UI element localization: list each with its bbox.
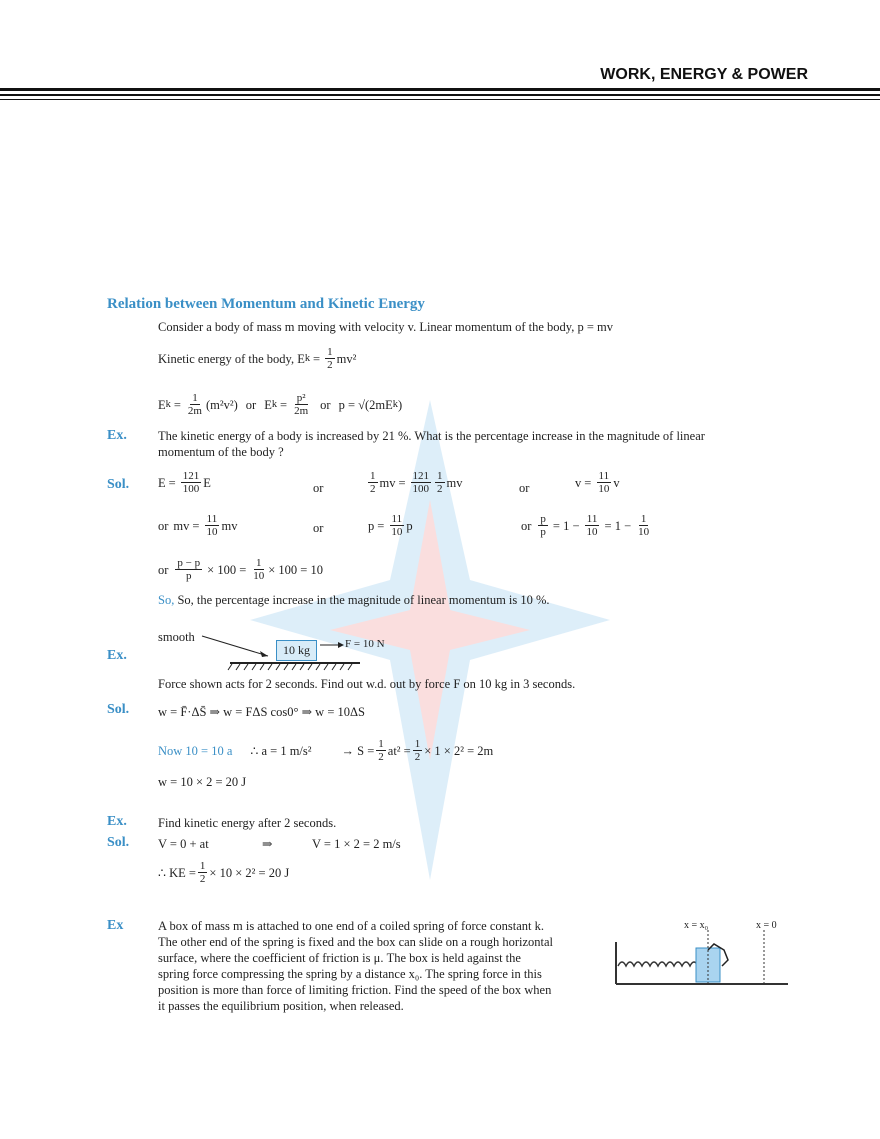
s3-f1n: p − p bbox=[177, 557, 201, 569]
section-title: Relation between Momentum and Kinetic Energy bbox=[107, 296, 425, 312]
s2a-fn: 11 bbox=[206, 513, 218, 525]
ke-eq: = bbox=[313, 351, 321, 366]
s1b-f2d: 100 bbox=[412, 483, 430, 495]
ex4-line: position is more than force of limiting friction. Find the speed of the box when bbox=[158, 983, 552, 997]
sol2-label: Sol. bbox=[107, 702, 130, 717]
sol1-label: Sol. bbox=[107, 477, 130, 492]
sol1-row1-b bbox=[366, 470, 463, 495]
sol1-conclusion: So, So, the percentage increase in the magnitude of linear momentum is 10 %. bbox=[158, 593, 550, 607]
sol1-row1-a bbox=[158, 470, 211, 495]
ex2-label: Ex. bbox=[107, 648, 127, 663]
rel-frac-1 bbox=[186, 392, 204, 417]
force-label: F = 10 N bbox=[345, 638, 385, 650]
diagram-x-label: x = x₀ bbox=[684, 920, 709, 931]
s2c-frac3 bbox=[636, 513, 651, 538]
floor-hatch bbox=[228, 664, 352, 670]
sol2-line-3: w = 10 × 2 = 20 J bbox=[158, 775, 247, 789]
ex4-line: spring force compressing the spring by a distance x₀. The spring force in this bbox=[158, 967, 542, 981]
s2a-or: or bbox=[158, 518, 169, 533]
spring-diagram bbox=[612, 928, 792, 992]
header-rule-thick bbox=[0, 88, 880, 91]
sol3-implies: ⇒ bbox=[262, 837, 273, 851]
s2a-mv2: mv bbox=[221, 518, 238, 533]
sol2-s: → S = bbox=[341, 743, 375, 758]
s2c-or: or bbox=[521, 518, 532, 533]
sol2-now: Now 10 = 10 a bbox=[158, 743, 233, 758]
sol3-frac bbox=[198, 860, 208, 885]
ex3-line: Find kinetic energy after 2 seconds. bbox=[158, 816, 337, 830]
rel-mv: (m²v²) bbox=[205, 397, 238, 412]
rel-p: p = √(2mE bbox=[338, 397, 393, 412]
sol3-fn: 1 bbox=[199, 860, 206, 872]
rel-frac-1-num: 1 bbox=[192, 392, 198, 404]
sol3-fd: 2 bbox=[199, 873, 206, 885]
s3-f2d: 10 bbox=[253, 570, 265, 582]
sol1-row2-a bbox=[158, 513, 237, 538]
s1-eq: = bbox=[168, 475, 176, 490]
sol1-or-1: or bbox=[313, 481, 324, 495]
sol2-at2: at² = bbox=[387, 743, 411, 758]
s1c-eq: = bbox=[584, 475, 592, 490]
sol2-accel: ∴ a = 1 m/s² bbox=[250, 743, 312, 758]
ke-frac-den: 2 bbox=[327, 359, 333, 371]
rel-e2-sub: k bbox=[271, 398, 278, 410]
sol2-f2n: 1 bbox=[414, 738, 421, 750]
s1-e2: E bbox=[203, 475, 211, 490]
s3-frac2 bbox=[251, 557, 266, 582]
s1b-mv: mv bbox=[379, 475, 396, 490]
s3-mid: × 100 = bbox=[207, 562, 247, 577]
s2c-f3n: 1 bbox=[640, 513, 647, 525]
s1b-eq: = bbox=[398, 475, 406, 490]
intro-line-1: Consider a body of mass m moving with velocity v. Linear momentum of the body, p = mv bbox=[158, 320, 614, 334]
s3-end: × 100 = 10 bbox=[268, 562, 323, 577]
ex3-label: Ex. bbox=[107, 814, 127, 829]
s3-or: or bbox=[158, 562, 169, 577]
diagram-zero-label: x = 0 bbox=[756, 920, 777, 931]
s2b-eq: = bbox=[377, 518, 385, 533]
sol1-row3 bbox=[158, 557, 323, 582]
s2c-eq1: = 1 − bbox=[552, 518, 580, 533]
chapter-title: WORK, ENERGY & POWER bbox=[600, 66, 808, 83]
sol1-row2-c bbox=[521, 513, 653, 538]
s1b-f3n: 1 bbox=[437, 470, 443, 482]
intro-ke-formula bbox=[158, 346, 356, 371]
ex2-line: Force shown acts for 2 seconds. Find out w.d. out by force F on 10 kg in 3 seconds. bbox=[158, 677, 576, 691]
ex1-line-2: momentum of the body ? bbox=[158, 445, 284, 459]
sol1-row2-b bbox=[368, 513, 413, 538]
s1c-v2: v bbox=[613, 475, 620, 490]
sol2-line-2 bbox=[158, 738, 493, 763]
s2c-f1d: p bbox=[540, 526, 546, 538]
s1-frac-den: 100 bbox=[182, 483, 200, 495]
rel-frac-2 bbox=[292, 392, 310, 417]
rel-or-1: or bbox=[245, 397, 257, 412]
s2b-frac bbox=[389, 513, 404, 538]
sol2-frac1 bbox=[376, 738, 386, 763]
sol2-result: × 1 × 2² = 2m bbox=[424, 743, 494, 758]
s2b-fn: 11 bbox=[391, 513, 403, 525]
header-rule-mid bbox=[0, 94, 880, 96]
sol1-conclusion-text: So, the percentage increase in the magnitude of linear momentum is 10 %. bbox=[177, 593, 550, 607]
s1c-fd: 10 bbox=[598, 483, 610, 495]
s1b-f3d: 2 bbox=[437, 483, 443, 495]
sol2-f2d: 2 bbox=[414, 751, 421, 763]
s2b-p2: p bbox=[406, 518, 413, 533]
s1-frac bbox=[181, 470, 202, 495]
rel-e-sub: k bbox=[165, 398, 171, 410]
s1b-frac1 bbox=[368, 470, 378, 495]
s2c-frac1 bbox=[538, 513, 548, 538]
s2c-f1n: p bbox=[540, 513, 546, 525]
rel-e2: E bbox=[264, 397, 272, 412]
rel-frac-1-den: 2m bbox=[187, 405, 202, 417]
s1-e: E bbox=[158, 475, 166, 490]
s2c-f2n: 11 bbox=[586, 513, 598, 525]
rel-eq: = bbox=[173, 397, 181, 412]
rel-or-2: or bbox=[320, 397, 331, 412]
ke-frac-num: 1 bbox=[327, 346, 333, 358]
ex4-line: A box of mass m is attached to one end of a coiled spring of force constant k. bbox=[158, 919, 545, 933]
ke-prefix: Kinetic energy of the body, E bbox=[158, 351, 305, 366]
s1b-f2n: 121 bbox=[412, 470, 430, 482]
ke-frac bbox=[325, 346, 335, 371]
sol3-v: V = 0 + at bbox=[158, 837, 209, 851]
sol2-frac2 bbox=[413, 738, 423, 763]
box-10kg: 10 kg bbox=[276, 640, 317, 661]
s1b-f1n: 1 bbox=[370, 470, 376, 482]
s1b-frac3 bbox=[435, 470, 445, 495]
s2a-eq: = bbox=[192, 518, 200, 533]
s2a-fd: 10 bbox=[206, 526, 218, 538]
s3-f1d: p bbox=[186, 570, 192, 582]
ex4-line: The other end of the spring is fixed and the box can slide on a rough horizontal bbox=[158, 935, 554, 949]
rel-p-sub: k bbox=[392, 398, 398, 410]
ke-sub: k bbox=[304, 352, 311, 364]
sol3-ke-label: ∴ KE = bbox=[158, 865, 196, 880]
ex4-text bbox=[158, 918, 598, 1014]
s1c-fn: 11 bbox=[598, 470, 610, 482]
sol3-ke-result: × 10 × 2² = 20 J bbox=[209, 865, 290, 880]
s3-frac1 bbox=[175, 557, 202, 582]
s2c-eq2: = 1 − bbox=[604, 518, 632, 533]
sol3-label: Sol. bbox=[107, 835, 130, 850]
ex4-label: Ex bbox=[107, 918, 124, 933]
smooth-pointer-arrow bbox=[202, 636, 268, 656]
rel-frac-2-den: 2m bbox=[294, 405, 309, 417]
s1c-frac bbox=[596, 470, 611, 495]
box-mass-m bbox=[696, 948, 720, 982]
rel-p-close: ) bbox=[397, 397, 403, 412]
s1b-f1d: 2 bbox=[370, 483, 376, 495]
coil-spring bbox=[618, 962, 698, 966]
s3-f2n: 1 bbox=[256, 557, 262, 569]
header-rule-thin bbox=[0, 99, 880, 100]
s1b-frac2 bbox=[411, 470, 432, 495]
ex1-label: Ex. bbox=[107, 428, 127, 443]
s2a-mv: mv bbox=[173, 518, 190, 533]
ex4-line: it passes the equilibrium position, when released. bbox=[158, 999, 404, 1013]
smooth-label: smooth bbox=[158, 630, 195, 644]
s1b-mv2: mv bbox=[446, 475, 463, 490]
sol2-f1d: 2 bbox=[378, 751, 384, 763]
s1-frac-num: 121 bbox=[182, 470, 200, 482]
s2b-fd: 10 bbox=[391, 526, 403, 538]
s2c-f2d: 10 bbox=[586, 526, 598, 538]
sol1-or-2: or bbox=[519, 481, 530, 495]
rel-e: E bbox=[158, 397, 166, 412]
ke-suffix: mv² bbox=[336, 351, 357, 366]
sol1-or-3: or bbox=[313, 521, 324, 535]
sol3-v-result: V = 1 × 2 = 2 m/s bbox=[312, 837, 401, 851]
sol2-line-1: w = F̄·ΔS̄ ⇒ w = FΔS cos0° ⇒ w = 10ΔS bbox=[158, 705, 366, 719]
sol1-row1-c bbox=[575, 470, 620, 495]
intro-relations: E k = $\frac{1}{2m}$ (m²v²) or E k = $\frac{\text{p²}}{2m}$ or p = √(2mE k ) bbox=[158, 392, 403, 417]
sol2-f1n: 1 bbox=[378, 738, 384, 750]
floor-line bbox=[230, 662, 360, 664]
s2b-p: p bbox=[368, 518, 375, 533]
rel-frac-2-num: p² bbox=[296, 392, 306, 404]
ex1-line-1: The kinetic energy of a body is increased by 21 %. What is the percentage increase in the magnitude of linear bbox=[158, 429, 705, 443]
sol3-ke bbox=[158, 860, 289, 885]
s2c-frac2 bbox=[585, 513, 600, 538]
s1c-v: v bbox=[575, 475, 582, 490]
ex4-line: surface, where the coefficient of friction is μ. The box is held against the bbox=[158, 951, 521, 965]
s2a-frac bbox=[204, 513, 219, 538]
s2c-f3d: 10 bbox=[638, 526, 650, 538]
